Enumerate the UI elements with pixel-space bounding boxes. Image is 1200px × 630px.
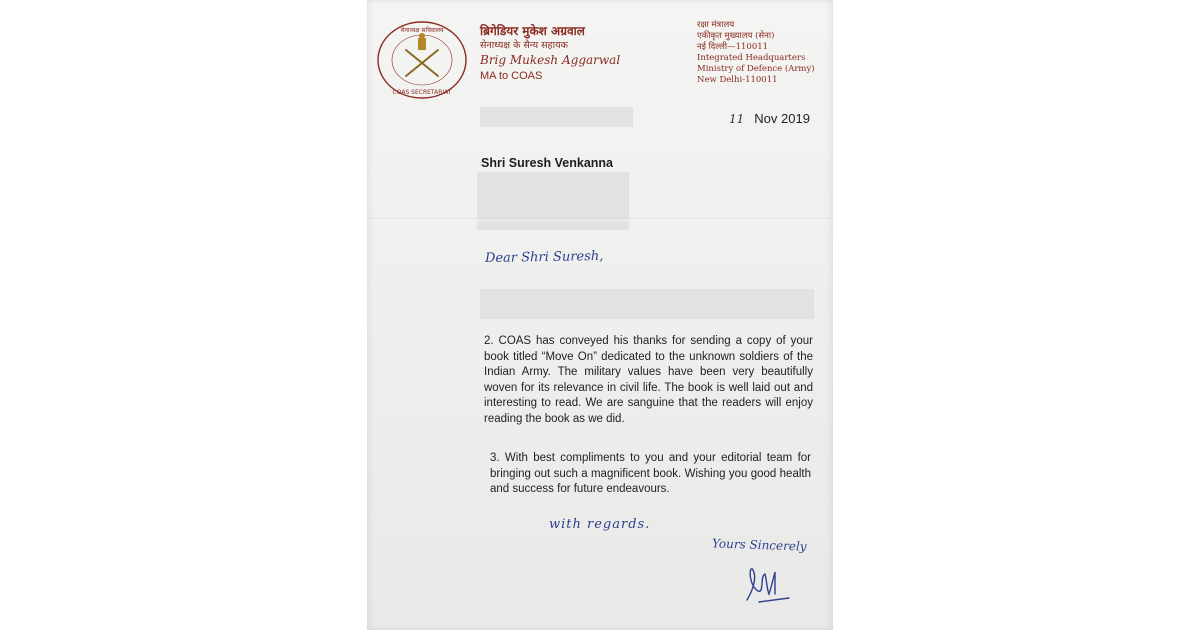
paper-fold (367, 218, 833, 221)
address-line: Ministry of Defence (Army) (697, 64, 815, 74)
letter-page (367, 0, 833, 630)
redacted-address (477, 172, 629, 230)
closing-regards: with regards. (549, 517, 651, 532)
address-line: रक्षा मंत्रालय (697, 20, 735, 30)
closing: Yours Sincerely (711, 536, 807, 554)
address-line: New Delhi-110011 (697, 75, 778, 85)
sender-designation: MA to COAS (480, 70, 543, 82)
handwritten-signature (739, 560, 795, 606)
redacted-paragraph (480, 289, 814, 319)
date-day: 11 (729, 112, 745, 126)
salutation: Dear Shri Suresh, (484, 248, 604, 267)
seal-text-top: सेनाध्यक्ष सचिवालय (400, 27, 444, 34)
sender-name-hindi: ब्रिगेडियर मुकेश अग्रवाल (480, 24, 585, 38)
body-paragraph: 2. COAS has conveyed his thanks for sending a copy of your book titled “Move On” dedicated to the unknown soldiers of the Indian Army. The military values have been very beautifully woven for its relevance in civil life. The book is well laid out and interesting to read. We are sanguine that the readers will enjoy reading the book as we did. (484, 335, 813, 425)
letter-date (729, 111, 810, 126)
address-line: नई दिल्ली—110011 (697, 42, 769, 52)
address-line: Integrated Headquarters (697, 53, 806, 63)
date-month-year: Nov 2019 (754, 111, 810, 126)
coas-secretariat-seal (376, 20, 468, 100)
body-paragraph: 3. With best compliments to you and your editorial team for bringing out such a magnificent book. Wishing you good health and success for future endeavours. (490, 452, 811, 495)
address-line: एकीकृत मुख्यालय (सेना) (697, 31, 775, 41)
sender-name-signature: Brig Mukesh Aggarwal (480, 53, 621, 67)
recipient-name: Shri Suresh Venkanna (481, 156, 613, 170)
redacted-reference (480, 107, 633, 127)
sender-designation-hindi: सेनाध्यक्ष के सैन्य सहायक (480, 40, 568, 51)
seal-text-bottom: COAS SECRETARIAT (392, 89, 452, 96)
